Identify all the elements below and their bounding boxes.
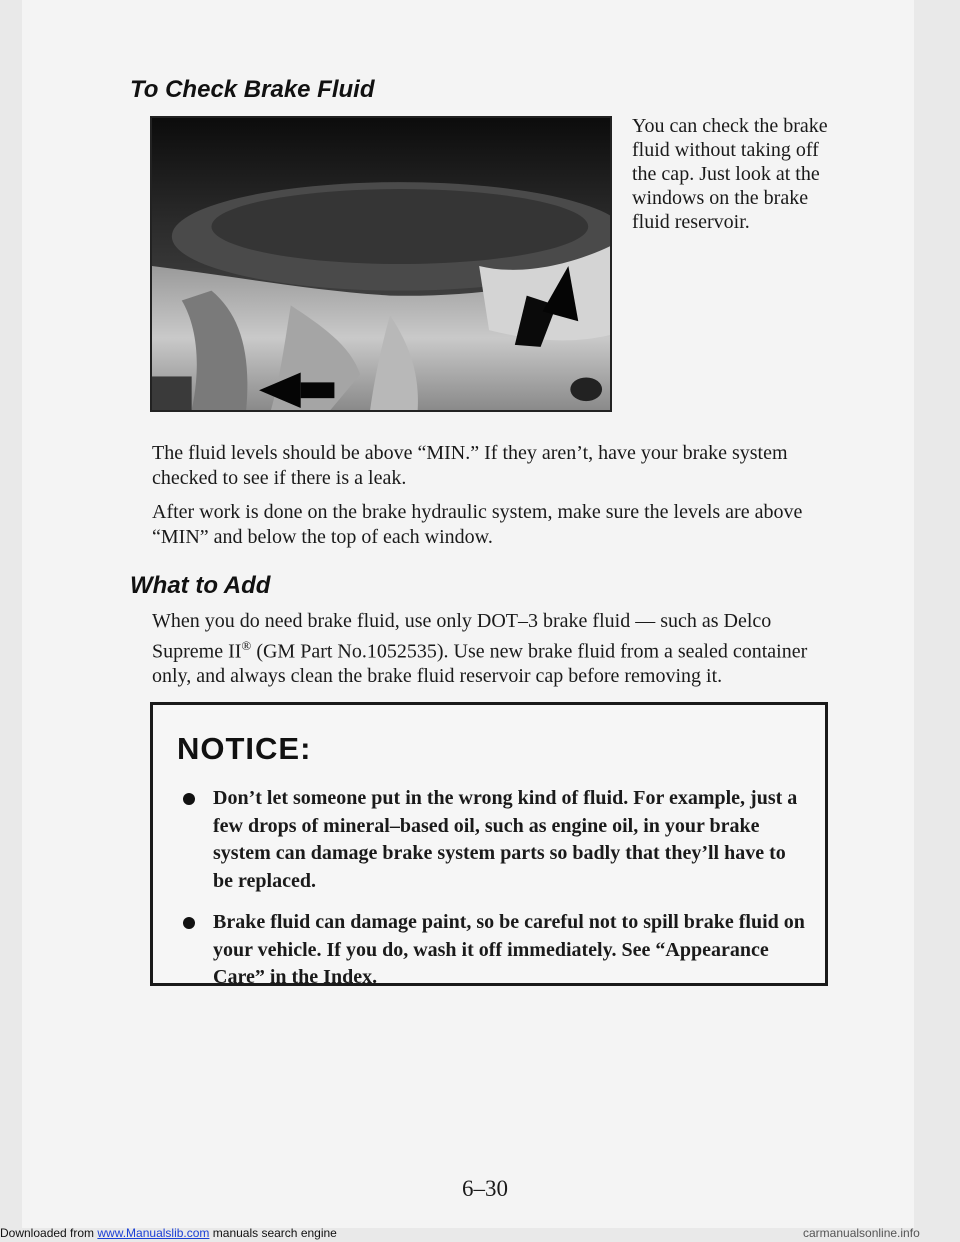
footer-prefix: Downloaded from [0,1226,98,1240]
notice-item-text: Don’t let someone put in the wrong kind of fluid. For example, just a few drops of mineral–based oil, such as engine oil, in your brake system can damage brake system parts so badly that they’ll have to be replaced. [213,787,798,892]
download-footer [0,1226,337,1240]
notice-list [175,785,805,1006]
page-number: 6–30 [462,1176,508,1201]
what-to-add-paragraph [152,609,832,688]
notice-title: NOTICE: [177,731,312,766]
notice-item [175,785,805,895]
section-heading-what-to-add: What to Add [130,572,271,599]
manualslib-link[interactable]: www.Manualslib.com [97,1226,210,1240]
notice-item [175,909,805,992]
what-to-add-text-1: When you do need brake fluid, use only DOT–3 brake fluid — such as Delco Supreme II [152,610,772,663]
watermark-footer: carmanualsonline.info [803,1226,920,1240]
manual-page [22,0,914,1228]
bullet-icon [183,793,195,805]
bullet-icon [183,917,195,929]
reservoir-photo-graphic [152,118,610,410]
footer-suffix: manuals search engine [209,1226,337,1240]
fluid-level-paragraph: The fluid levels should be above “MIN.” If they aren’t, have your brake system checked to see if there is a leak. [152,442,788,489]
what-to-add-text-2: (GM Part No.1052535). Use new brake fluid from a sealed container only, and always clean the brake fluid reservoir cap before removing it. [152,640,808,687]
after-work-paragraph: After work is done on the brake hydraulic system, make sure the levels are above “MIN” and below the top of each window. [152,501,803,548]
brake-fluid-reservoir-photo [150,116,612,412]
notice-box [150,702,828,986]
notice-item-text: Brake fluid can damage paint, so be careful not to spill brake fluid on your vehicle. If you do, wash it off immediately. See “Appearance Care” in the Index. [213,911,805,988]
check-side-text: You can check the brake fluid without taking off the cap. Just look at the windows on the brake fluid reservoir. [632,115,828,233]
section-heading-check-brake-fluid: To Check Brake Fluid [130,76,375,103]
registered-mark: ® [241,637,252,653]
